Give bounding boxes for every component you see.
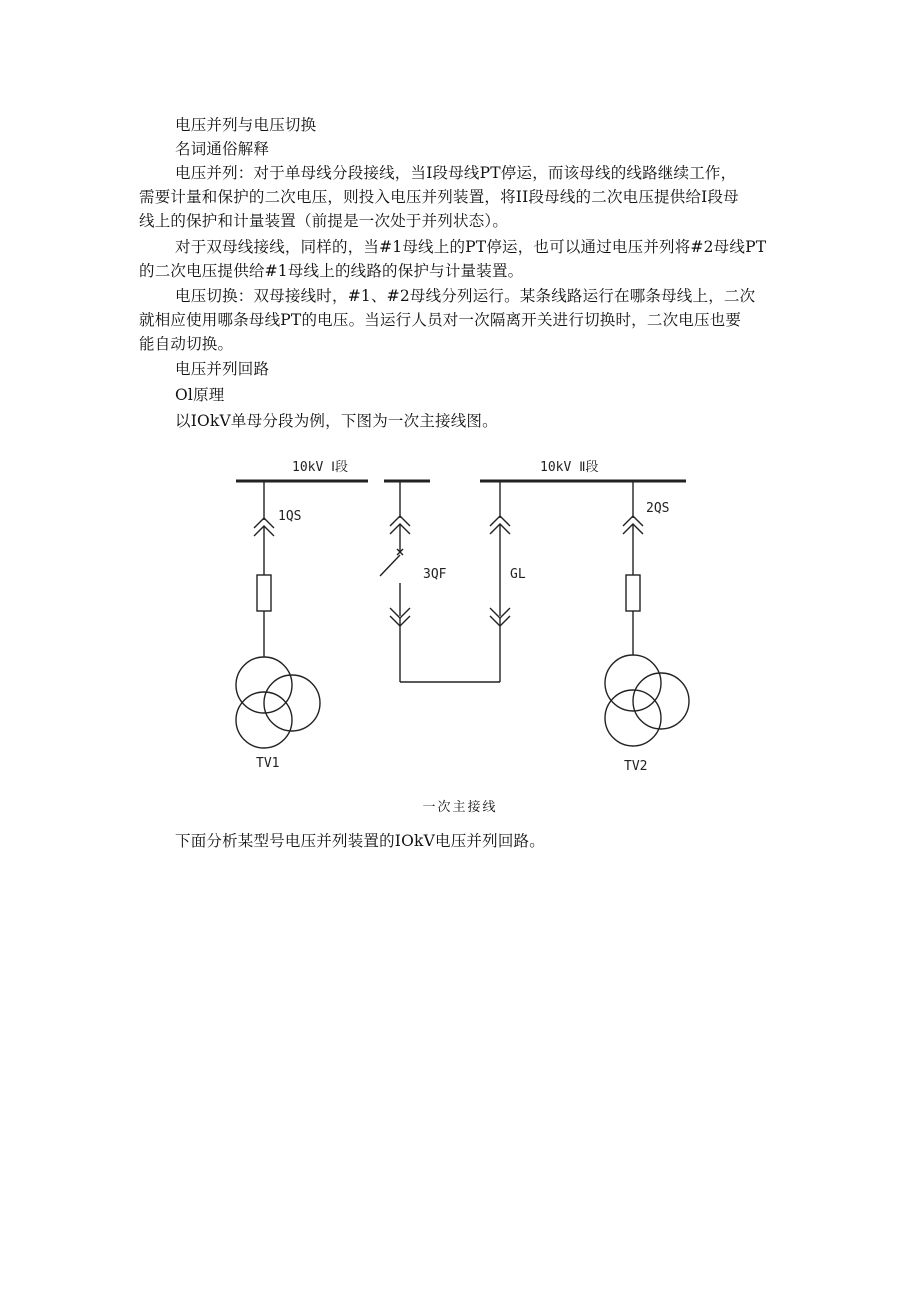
document-title: 电压并列与电压切换 [175, 116, 317, 134]
tv2-label: TV2 [624, 759, 648, 774]
bus-1-label: 10kV Ⅰ段 [292, 460, 348, 475]
breaker-3qf-contact [380, 555, 400, 576]
qf3-label: 3QF [423, 567, 447, 582]
bus-2-label: 10kV Ⅱ段 [540, 460, 599, 475]
paragraph-3-line-2: 就相应使用哪条母线PT的电压。当运行人员对一次隔离开关进行切换时，二次电压也要 [139, 311, 742, 329]
paragraph-3-line-3: 能自动切换。 [139, 335, 234, 353]
closing-text: 下面分析某型号电压并列装置的IOkV电压并列回路。 [175, 832, 545, 850]
intro-text: 以IOkV单母分段为例，下图为一次主接线图。 [175, 412, 498, 430]
diagram-caption: 一次主接线 [422, 800, 498, 815]
gl-label: GL [510, 567, 526, 582]
qs2-label: 2QS [646, 501, 670, 516]
paragraph-1-line-2: 需要计量和保护的二次电压，则投入电压并列装置，将II段母线的二次电压提供给I段母 [139, 188, 739, 206]
qs1-label: 1QS [278, 509, 302, 524]
paragraph-2-line-2: 的二次电压提供给#1母线上的线路的保护与计量装置。 [139, 262, 524, 280]
paragraph-3-line-1: 电压切换：双母接线时，#1、#2母线分列运行。某条线路运行在哪条母线上，二次 [175, 287, 756, 305]
tv1-label: TV1 [256, 756, 280, 771]
paragraph-2-line-1: 对于双母线接线，同样的，当#1母线上的PT停运，也可以通过电压并列将#2母线PT [175, 238, 767, 256]
section-heading: 名词通俗解释 [175, 140, 270, 158]
principle-heading: Ol原理 [175, 386, 225, 404]
paragraph-1-line-1: 电压并列：对于单母线分段接线，当I段母线PT停运，而该母线的线路继续工作， [175, 164, 737, 182]
circuit-heading: 电压并列回路 [175, 360, 270, 378]
paragraph-1-line-3: 线上的保护和计量装置（前提是一次处于并列状态）。 [139, 212, 509, 230]
